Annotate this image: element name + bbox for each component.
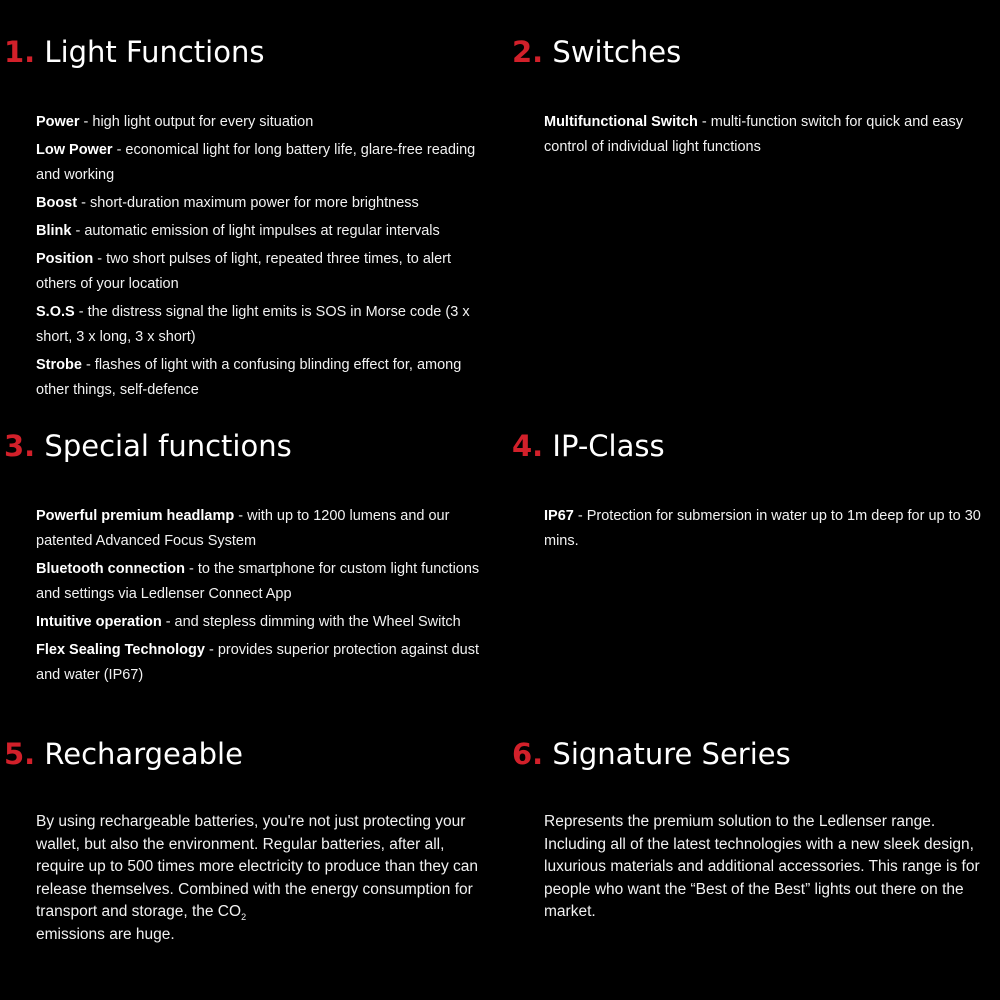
feature-description: - provides superior protection against dust and water (IP67)	[36, 642, 479, 683]
section-number: 5.	[4, 737, 36, 771]
paragraph-text: Represents the premium solution to the Ledlenser range. Including all of the latest technologies with a new sleek design, luxurious materials and additional accessories. This range is for people who want the “Best of the Best” lights out there on the market.	[544, 813, 980, 921]
section-number: 6.	[512, 737, 544, 771]
feature-term: Boost	[36, 195, 78, 211]
feature-item	[36, 504, 494, 554]
feature-term: Intuitive operation	[36, 614, 162, 630]
section-paragraph	[544, 811, 996, 924]
section-heading	[512, 35, 992, 69]
feature-item	[36, 247, 494, 297]
feature-list	[36, 110, 494, 403]
feature-term: Blink	[36, 223, 72, 239]
feature-description: - Protection for submersion in water up to 1m deep for up to 30 mins.	[544, 508, 981, 549]
feature-term: Flex Sealing Technology	[36, 642, 205, 658]
feature-description: - economical light for long battery life, glare-free reading and working	[36, 142, 476, 183]
feature-item	[544, 110, 992, 160]
feature-item	[36, 638, 494, 688]
feature-term: Multifunctional Switch	[544, 114, 698, 130]
section-switches	[512, 35, 992, 163]
feature-description: - flashes of light with a confusing blinding effect for, among other things, self-defence	[36, 357, 462, 398]
feature-list	[544, 504, 992, 554]
feature-description: - multi-function switch for quick and easy control of individual light functions	[544, 114, 963, 155]
feature-list	[544, 110, 992, 160]
feature-description: - and stepless dimming with the Wheel Switch	[161, 614, 461, 630]
section-rechargeable	[4, 737, 494, 947]
section-special-functions	[4, 429, 494, 691]
feature-term: S.O.S	[36, 304, 75, 320]
section-heading	[4, 737, 494, 771]
section-number: 3.	[4, 429, 36, 463]
feature-description: - two short pulses of light, repeated three times, to alert others of your location	[36, 251, 452, 292]
section-signature-series	[512, 737, 996, 924]
feature-item	[544, 504, 992, 554]
feature-item	[36, 300, 494, 350]
subscript-2: 2	[241, 912, 247, 923]
feature-list	[36, 504, 494, 688]
feature-description: - high light output for every situation	[79, 114, 314, 130]
feature-description: - automatic emission of light impulses at regular intervals	[71, 223, 440, 239]
feature-term: Strobe	[36, 357, 82, 373]
section-title: Signature Series	[552, 737, 791, 771]
feature-description: - with up to 1200 lumens and our patented Advanced Focus System	[36, 508, 450, 549]
section-title: IP-Class	[552, 429, 665, 463]
paragraph-text-end: emissions are huge.	[36, 925, 175, 943]
feature-item	[36, 557, 494, 607]
feature-term: Position	[36, 251, 94, 267]
section-ip-class	[512, 429, 992, 557]
section-number: 1.	[4, 35, 36, 69]
section-title: Light Functions	[44, 35, 265, 69]
section-title: Switches	[552, 35, 682, 69]
feature-item	[36, 219, 494, 244]
feature-term: Powerful premium headlamp	[36, 508, 235, 524]
feature-item	[36, 353, 494, 403]
feature-item	[36, 138, 494, 188]
feature-term: IP67	[544, 508, 574, 524]
feature-term: Low Power	[36, 142, 113, 158]
section-title: Rechargeable	[44, 737, 243, 771]
feature-description: - to the smartphone for custom light functions and settings via Ledlenser Connect App	[36, 561, 480, 602]
section-heading	[4, 429, 494, 463]
section-paragraph	[36, 811, 494, 947]
feature-term: Power	[36, 114, 80, 130]
paragraph-text: By using rechargeable batteries, you're not just protecting your wallet, but also the environment. Regular batteries, after all, require up to 500 times more electricity to produce than they can release themselves. Combined with the energy consumption for transport and storage, the CO	[36, 813, 478, 921]
section-title: Special functions	[44, 429, 292, 463]
section-number: 4.	[512, 429, 544, 463]
section-light-functions	[4, 35, 494, 406]
feature-item	[36, 110, 494, 135]
feature-item	[36, 191, 494, 216]
section-number: 2.	[512, 35, 544, 69]
feature-description: - short-duration maximum power for more brightness	[77, 195, 419, 211]
section-heading	[512, 737, 996, 771]
section-heading	[512, 429, 992, 463]
feature-description: - the distress signal the light emits is SOS in Morse code (3 x short, 3 x long, 3 x short)	[36, 304, 470, 345]
feature-item	[36, 610, 494, 635]
feature-term: Bluetooth connection	[36, 561, 186, 577]
section-heading	[4, 35, 494, 69]
